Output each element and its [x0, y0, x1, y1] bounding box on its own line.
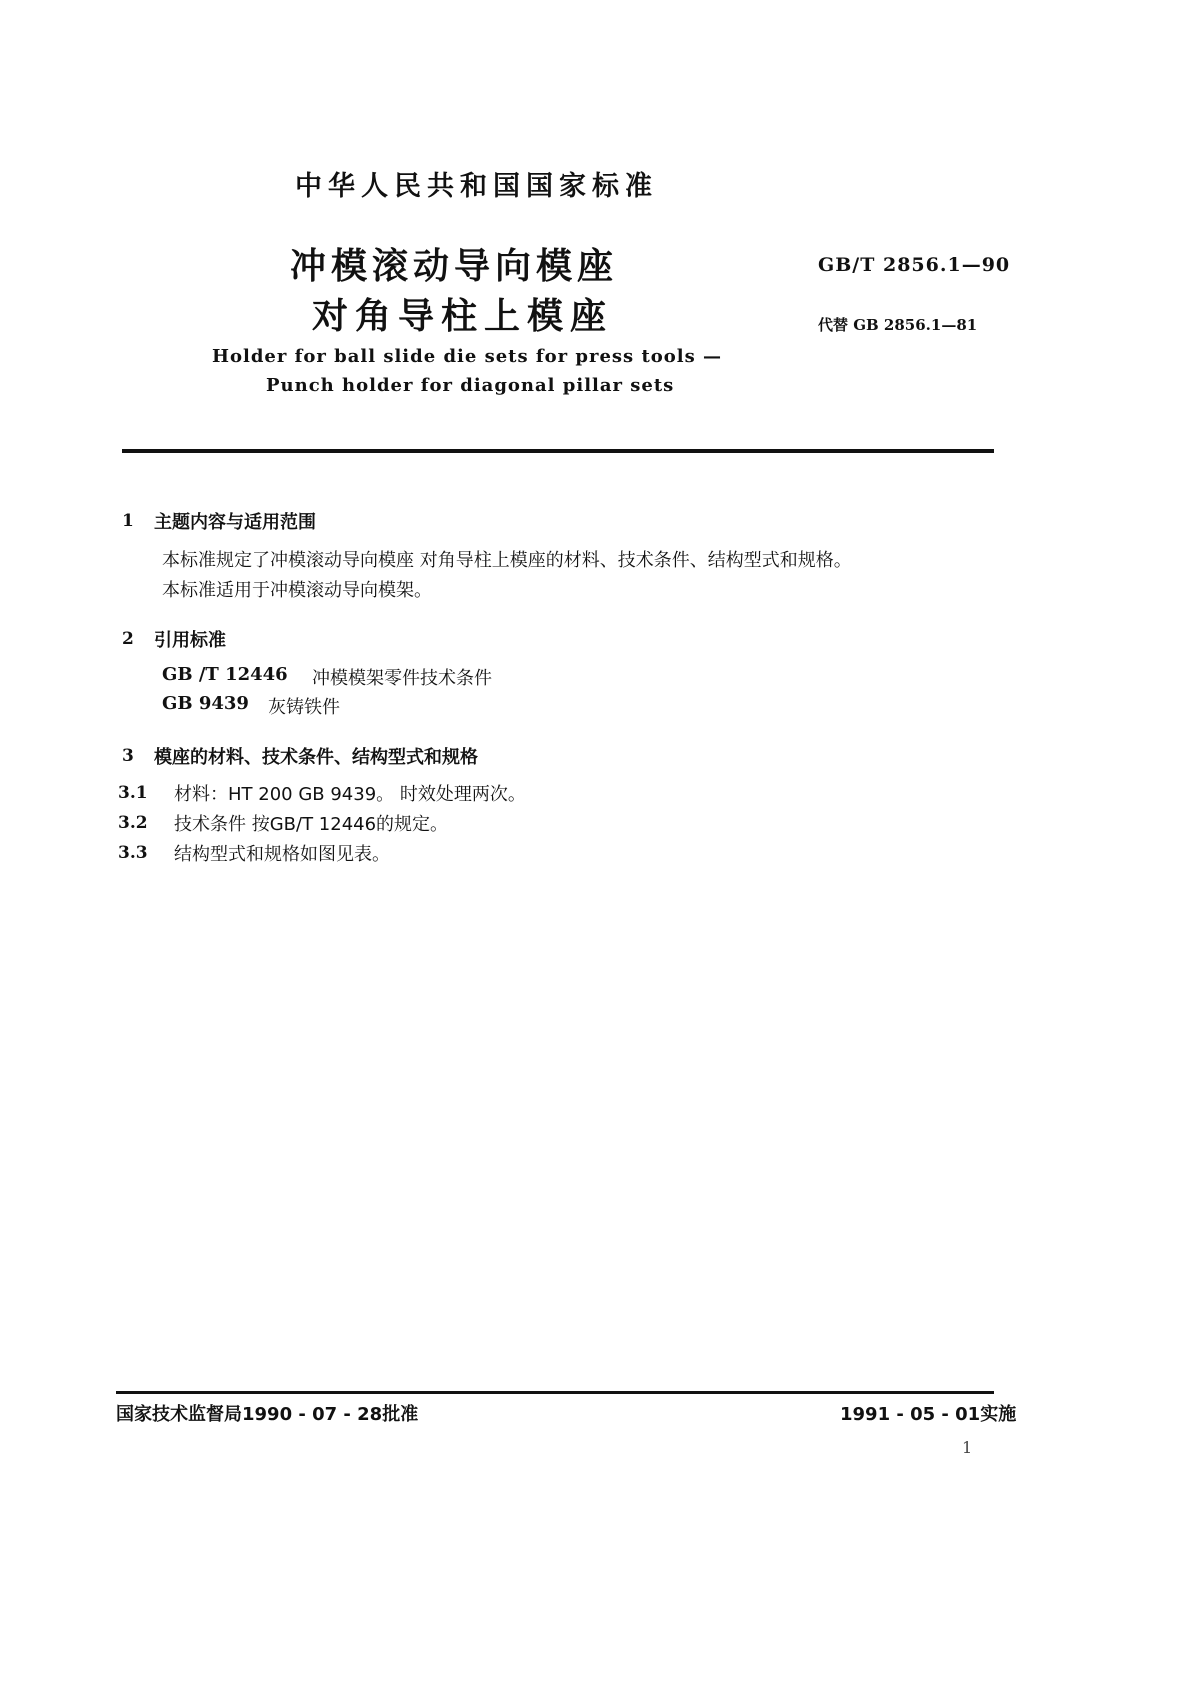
english-title-line1: Holder for ball slide die sets for press tools —	[212, 346, 723, 367]
header-divider	[122, 449, 994, 453]
clause-number: 3.2	[118, 813, 148, 833]
clause-text: 技术条件 按GB/T 12446的规定。	[174, 814, 449, 835]
standard-code: GB/T 2856.1—90	[818, 254, 1011, 276]
national-standard-heading: 中华人民共和国国家标准	[295, 171, 658, 202]
approval-statement: 国家技术监督局1990 - 07 - 28批准	[116, 1404, 419, 1425]
clause-text: 结构型式和规格如图见表。	[174, 844, 390, 865]
effective-date: 1991 - 05 - 01实施	[840, 1404, 1017, 1425]
reference-name: 灰铸铁件	[268, 697, 340, 718]
section-1-paragraph-1: 本标准规定了冲模滚动导向模座 对角导柱上模座的材料、技术条件、结构型式和规格。	[162, 550, 852, 571]
section-2-number: 2	[122, 629, 134, 649]
english-title-line2: Punch holder for diagonal pillar sets	[266, 375, 675, 396]
section-3-number: 3	[122, 746, 134, 766]
reference-code: GB /T 12446	[162, 664, 288, 685]
clause-number: 3.1	[118, 783, 148, 803]
document-title-line1: 冲模滚动导向模座	[290, 246, 619, 287]
section-1-number: 1	[122, 511, 134, 531]
document-title-line2: 对角导柱上模座	[312, 296, 614, 337]
replaces-code: 代替 GB 2856.1—81	[818, 316, 978, 334]
section-2-title: 引用标准	[154, 630, 226, 651]
page-number: 1	[962, 1438, 973, 1457]
clause-text: 材料：HT 200 GB 9439。 时效处理两次。	[174, 784, 526, 805]
reference-name: 冲模模架零件技术条件	[312, 668, 492, 689]
section-1-title: 主题内容与适用范围	[154, 512, 316, 533]
clause-number: 3.3	[118, 843, 148, 863]
section-3-title: 模座的材料、技术条件、结构型式和规格	[154, 747, 478, 768]
section-1-paragraph-2: 本标准适用于冲模滚动导向模架。	[162, 580, 432, 601]
footer-divider	[116, 1391, 994, 1394]
reference-code: GB 9439	[162, 693, 249, 714]
